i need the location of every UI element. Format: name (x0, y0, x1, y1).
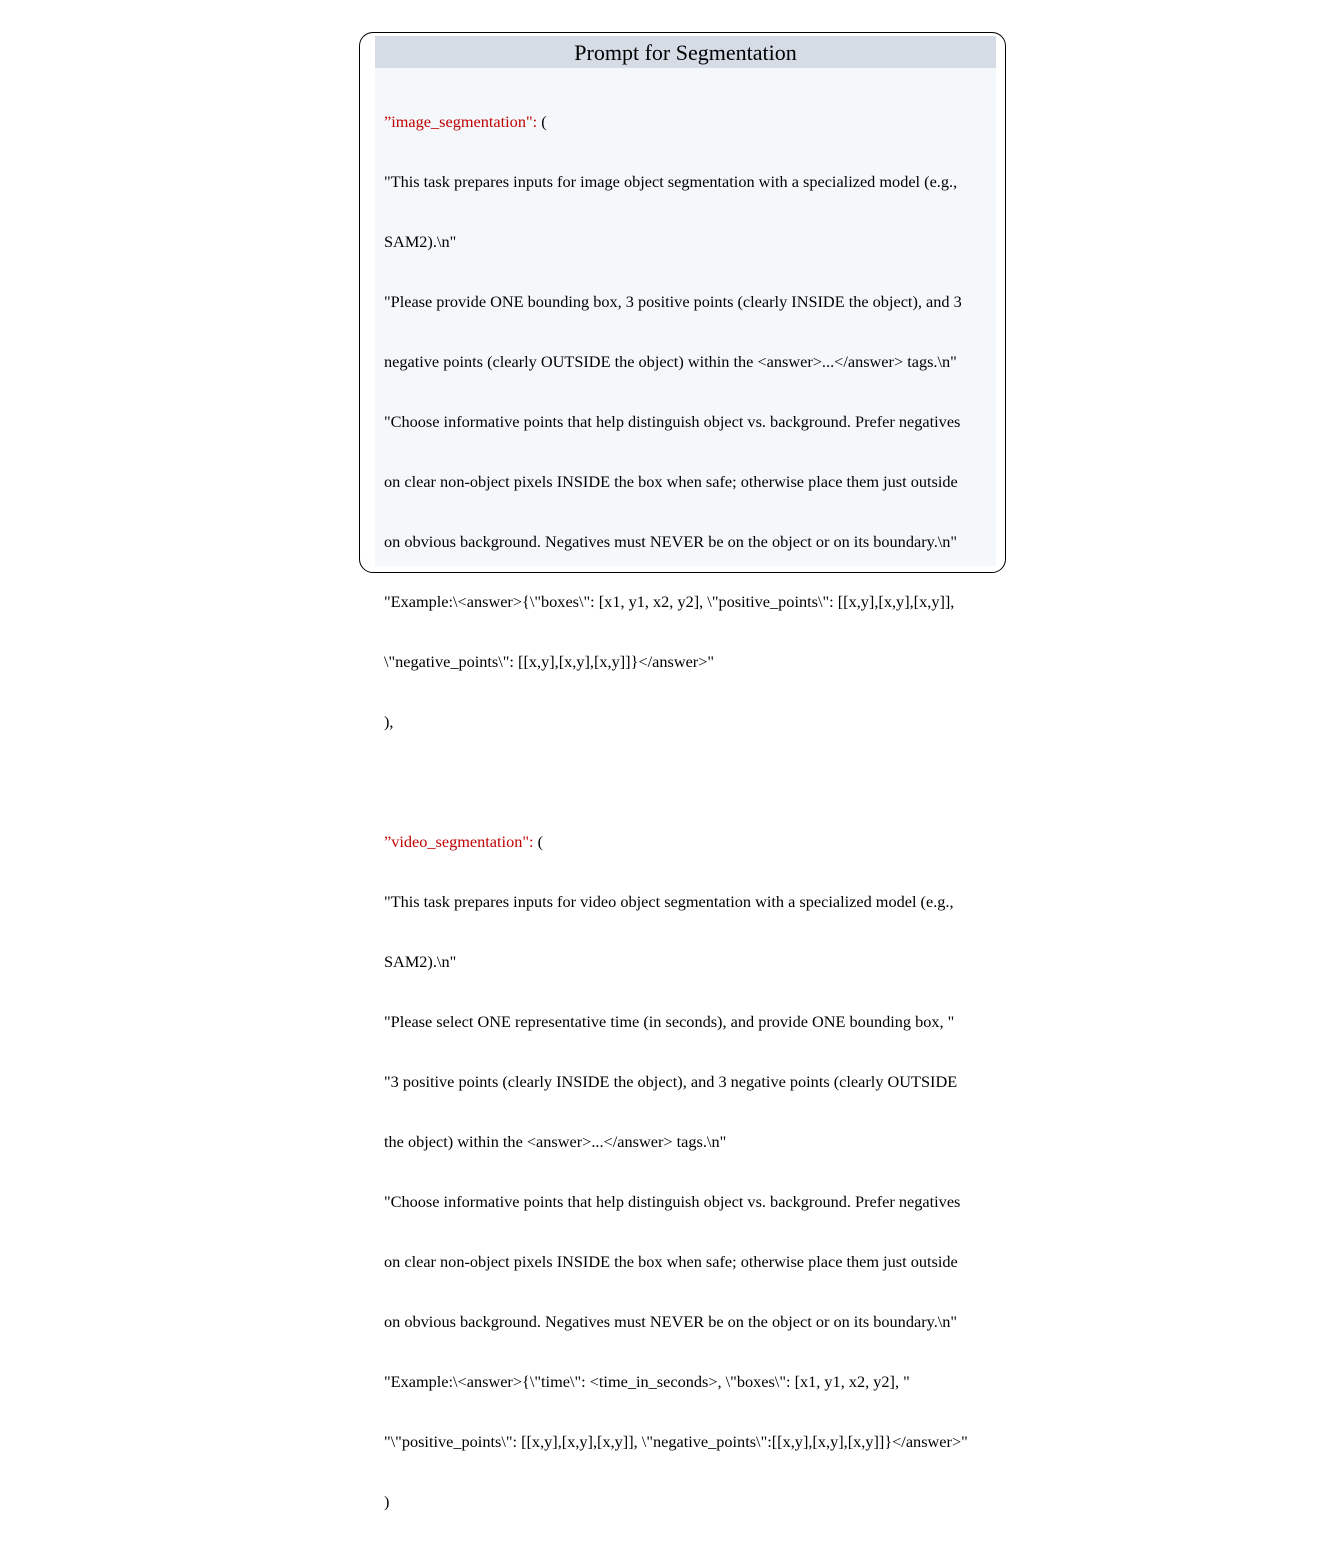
prompt-panel (375, 36, 996, 1511)
prompt-line: "3 positive points (clearly INSIDE the object), and 3 negative points (clearly OUTSIDE (384, 1072, 958, 1091)
open-paren: ( (537, 112, 547, 131)
open-paren: ( (533, 832, 544, 851)
prompt-line: "This task prepares inputs for image object segmentation with a specialized model (e.g., (384, 172, 958, 191)
image-segmentation-key-line (384, 112, 996, 132)
blank-line (384, 772, 996, 792)
prompt-line: "Please select ONE representative time (in seconds), and provide ONE bounding box, " (384, 1012, 955, 1031)
prompt-line: "\"positive_points\": [[x,y],[x,y],[x,y]], \"negative_points\":[[x,y],[x,y],[x,y]]}</answer>" (384, 1432, 968, 1451)
prompt-line: negative points (clearly OUTSIDE the object) within the <answer>...</answer> tags.\n" (384, 352, 957, 371)
prompt-line: on clear non-object pixels INSIDE the box when safe; otherwise place them just outside (384, 1252, 958, 1271)
prompt-line: "Choose informative points that help distinguish object vs. background. Prefer negatives (384, 412, 961, 431)
prompt-line: on obvious background. Negatives must NEVER be on the object or on its boundary.\n" (384, 532, 958, 551)
prompt-line: "Example:\<answer>{\"boxes\": [x1, y1, x2, y2], \"positive_points\": [[x,y],[x,y],[x,y]], (384, 592, 955, 611)
prompt-line: "Choose informative points that help distinguish object vs. background. Prefer negatives (384, 1192, 961, 1211)
video-segmentation-key: ”video_segmentation": (384, 832, 534, 851)
video-segmentation-key-line (384, 832, 996, 852)
prompt-line: ) (384, 1492, 390, 1511)
prompt-line: SAM2).\n" (384, 232, 457, 251)
prompt-body (375, 68, 996, 1552)
prompt-line: the object) within the <answer>...</answer> tags.\n" (384, 1132, 727, 1151)
prompt-line: \"negative_points\": [[x,y],[x,y],[x,y]]}</answer>" (384, 652, 715, 671)
prompt-line: "Please provide ONE bounding box, 3 positive points (clearly INSIDE the object), and 3 (384, 292, 962, 311)
prompt-line: ), (384, 712, 394, 731)
prompt-line: on obvious background. Negatives must NEVER be on the object or on its boundary.\n" (384, 1312, 958, 1331)
prompt-line: on clear non-object pixels INSIDE the box when safe; otherwise place them just outside (384, 472, 958, 491)
prompt-title: Prompt for Segmentation (375, 36, 996, 68)
prompt-line: SAM2).\n" (384, 952, 457, 971)
image-segmentation-key: ”image_segmentation": (384, 112, 538, 131)
prompt-line: "This task prepares inputs for video object segmentation with a specialized model (e.g., (384, 892, 954, 911)
prompt-line: "Example:\<answer>{\"time\": <time_in_seconds>, \"boxes\": [x1, y1, x2, y2], " (384, 1372, 910, 1391)
prompt-card (359, 32, 1006, 1511)
